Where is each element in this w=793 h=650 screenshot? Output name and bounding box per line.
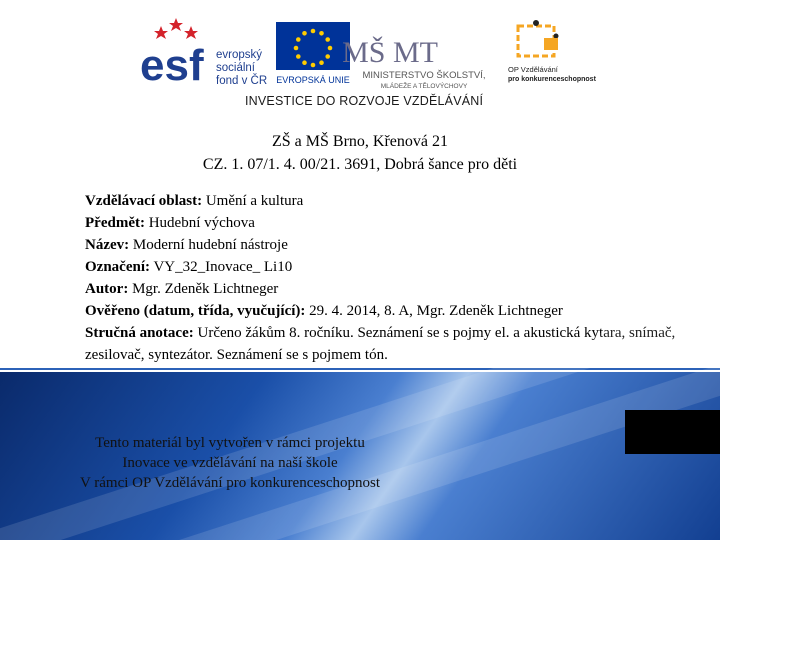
meta-label: Vzdělávací oblast: <box>85 193 203 209</box>
divider-line <box>0 368 720 370</box>
footer-line-1: Tento materiál byl vytvořen v rámci projektu <box>95 435 365 451</box>
meta-value: Mgr. Zdeněk Lichtneger <box>128 281 279 297</box>
meta-label: Ověřeno (datum, třída, vyučující): <box>85 303 306 319</box>
esf-logo <box>136 12 271 92</box>
msmt-caption-2: MLÁDEŽE A TĚLOVÝCHOVY <box>380 83 468 90</box>
msmt-caption-1: MINISTERSTVO ŠKOLSTVÍ, <box>362 70 486 81</box>
meta-label: Předmět: <box>85 215 145 231</box>
meta-label: Autor: <box>85 281 129 297</box>
esf-caption-3: fond v ČR <box>216 75 268 87</box>
op-caption-2: pro konkurenceschopnost <box>508 76 596 83</box>
logo-band <box>0 0 720 115</box>
esf-stars-icon <box>154 18 198 39</box>
msmt-mark: MŠ MT <box>342 36 438 69</box>
footer-line-2: Inovace ve vzdělávání na naší škole <box>122 455 338 471</box>
msmt-logo <box>342 20 488 92</box>
eu-caption: EVROPSKÁ UNIE <box>276 75 350 85</box>
footer-text <box>0 433 460 493</box>
op-vzdelavani-logo <box>500 18 596 86</box>
footer-line-3: V rámci OP Vzdělávání pro konkurenceschopnost <box>79 475 381 491</box>
school-name: ZŠ a MŠ Brno, Křenová 21 <box>272 133 448 150</box>
op-caption-1: OP Vzdělávání <box>508 65 558 74</box>
meta-value: Určeno žákům 8. ročníku. Seznámení se s pojmy el. a akustická kytara, snímač, zesilovač, syntezátor. Seznámení se s pojmem tón. <box>85 325 676 363</box>
meta-label: Označení: <box>85 259 150 275</box>
meta-row-nazev <box>85 234 705 256</box>
meta-row-overeno <box>85 300 705 322</box>
footer-corner-block <box>625 410 720 454</box>
meta-value: Hudební výchova <box>144 215 255 231</box>
meta-row-autor <box>85 278 705 300</box>
esf-caption-2: sociální <box>216 62 255 74</box>
meta-row-oblast <box>85 190 705 212</box>
meta-value: 29. 4. 2014, 8. A, Mgr. Zdeněk Lichtneger <box>305 303 563 319</box>
meta-label: Název: <box>85 237 130 253</box>
op-puzzle-icon <box>518 20 559 56</box>
meta-value: Umění a kultura <box>202 193 304 209</box>
meta-value: VY_32_Inovace_ Li10 <box>150 259 293 275</box>
meta-row-oznaceni <box>85 256 705 278</box>
investice-banner: INVESTICE DO ROZVOJE VZDĚLÁVÁNÍ <box>245 94 484 108</box>
meta-label: Stručná anotace: <box>85 325 194 341</box>
school-header <box>0 130 720 176</box>
meta-value: Moderní hudební nástroje <box>129 237 288 253</box>
esf-caption-1: evropský <box>216 49 263 61</box>
project-code: CZ. 1. 07/1. 4. 00/21. 3691, Dobrá šance pro děti <box>202 156 518 173</box>
esf-mark: esf <box>140 41 204 90</box>
meta-row-predmet <box>85 212 705 234</box>
